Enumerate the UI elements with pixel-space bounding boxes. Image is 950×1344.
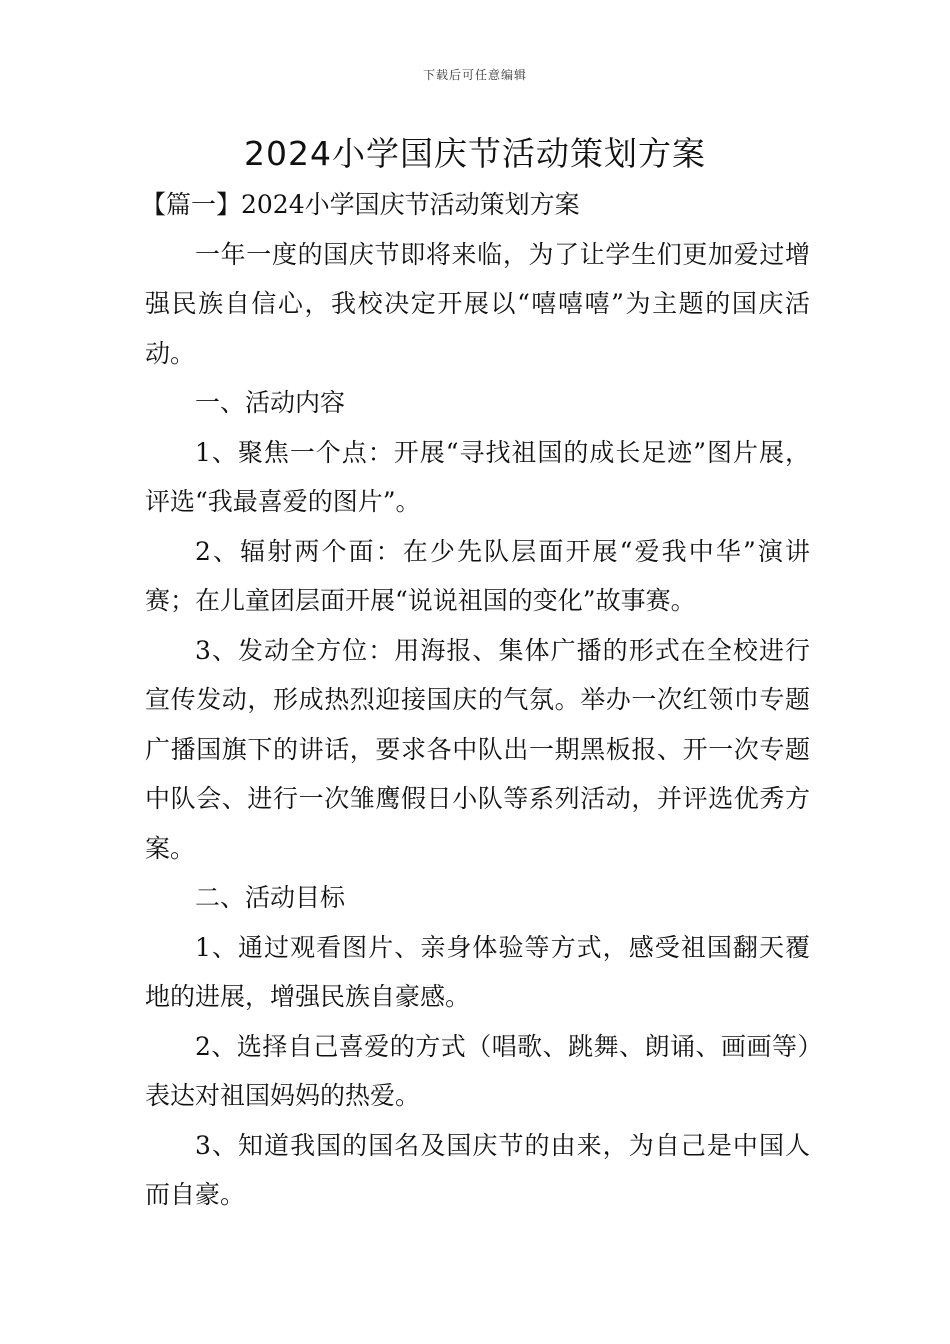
document-title: 2024小学国庆节活动策划方案 (244, 134, 706, 173)
paragraph-goal-item-2: 2、选择自己喜爱的方式（唱歌、跳舞、朗诵、画画等）表达对祖国妈妈的热爱。 (145, 1031, 810, 1110)
paragraph-intro: 一年一度的国庆节即将来临，为了让学生们更加爱过增强民族自信心，我校决定开展以“嘻嘻嘻”为主题的国庆活动。 (145, 239, 810, 368)
paragraph-goal-item-3: 3、知道我国的国名及国庆节的由来，为自己是中国人而自豪。 (145, 1130, 810, 1209)
paragraph-content-item-2: 2、辐射两个面：在少先队层面开展“爱我中华”演讲赛；在儿童团层面开展“说说祖国的变化”故事赛。 (145, 536, 810, 615)
header-note: 下载后可任意编辑 (422, 68, 527, 82)
heading-activity-content: 一、活动内容 (195, 388, 346, 417)
section-heading: 【篇一】2024小学国庆节活动策划方案 (141, 190, 580, 219)
document-body (141, 180, 810, 1220)
paragraph-content-item-3: 3、发动全方位：用海报、集体广播的形式在全校进行宣传发动，形成热烈迎接国庆的气氛。举办一次红领巾专题广播国旗下的讲话，要求各中队出一期黑板报、开一次专题中队会、进行一次雏鹰假日小队等系列活动，并评选优秀方案。 (145, 635, 810, 863)
paragraph-content-item-1: 1、聚焦一个点：开展“寻找祖国的成长足迹”图片展，评选“我最喜爱的图片”。 (145, 437, 810, 516)
heading-activity-goals: 二、活动目标 (195, 883, 346, 912)
paragraph-goal-item-1: 1、通过观看图片、亲身体验等方式，感受祖国翻天覆地的进展，增强民族自豪感。 (145, 932, 810, 1011)
